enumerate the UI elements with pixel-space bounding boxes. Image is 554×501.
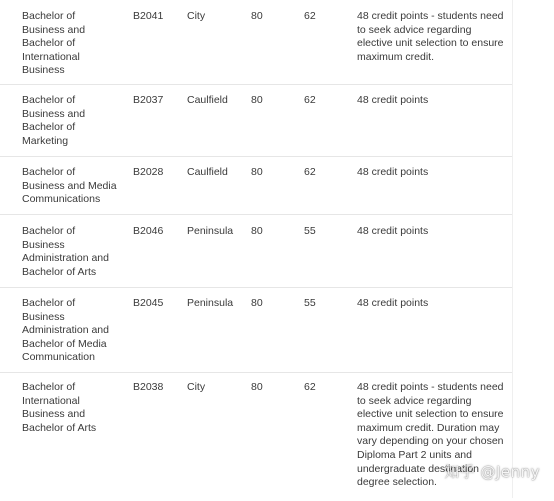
campus: Peninsula (187, 225, 233, 239)
program-name: Bachelor of Business and Bachelor of Marketing (22, 94, 118, 148)
credit-note: 48 credit points - students need to seek advice regarding elective unit selection to ensure maximum credit. (357, 10, 509, 64)
program-code: B2037 (133, 94, 163, 108)
program-code: B2046 (133, 225, 163, 239)
watermark: 知乎 @Jenny (444, 461, 540, 482)
value-2: 62 (304, 10, 316, 24)
table-row (0, 214, 512, 287)
program-name: Bachelor of Business Administration and Bachelor of Media Communication (22, 297, 118, 365)
value-2: 62 (304, 166, 316, 180)
value-2: 62 (304, 94, 316, 108)
table-row (0, 0, 512, 84)
program-code: B2038 (133, 381, 163, 395)
program-code: B2041 (133, 10, 163, 24)
value-1: 80 (251, 94, 263, 108)
value-1: 80 (251, 166, 263, 180)
campus: City (187, 381, 205, 395)
credit-note: 48 credit points - students need to seek advice regarding elective unit selection to ensure maximum credit. Duration may vary depending on your chosen Diploma Part 2 units and undergraduate destination degree selection. (357, 381, 509, 490)
value-1: 80 (251, 381, 263, 395)
value-2: 55 (304, 225, 316, 239)
table-right-border (512, 0, 513, 498)
value-1: 80 (251, 10, 263, 24)
value-2: 62 (304, 381, 316, 395)
table-row (0, 84, 512, 156)
table-row (0, 156, 512, 214)
campus: Caulfield (187, 166, 228, 180)
credit-note: 48 credit points (357, 297, 509, 311)
value-1: 80 (251, 225, 263, 239)
program-code: B2045 (133, 297, 163, 311)
program-code: B2028 (133, 166, 163, 180)
value-1: 80 (251, 297, 263, 311)
value-2: 55 (304, 297, 316, 311)
campus: Peninsula (187, 297, 233, 311)
table-row (0, 372, 512, 501)
campus: Caulfield (187, 94, 228, 108)
table-row (0, 287, 512, 372)
program-name: Bachelor of Business Administration and Bachelor of Arts (22, 225, 118, 279)
credit-note: 48 credit points (357, 94, 509, 108)
program-name: Bachelor of International Business and Bachelor of Arts (22, 381, 118, 435)
credit-note: 48 credit points (357, 225, 509, 239)
program-name: Bachelor of Business and Bachelor of International Business (22, 10, 118, 78)
program-name: Bachelor of Business and Media Communications (22, 166, 118, 207)
campus: City (187, 10, 205, 24)
credit-note: 48 credit points (357, 166, 509, 180)
